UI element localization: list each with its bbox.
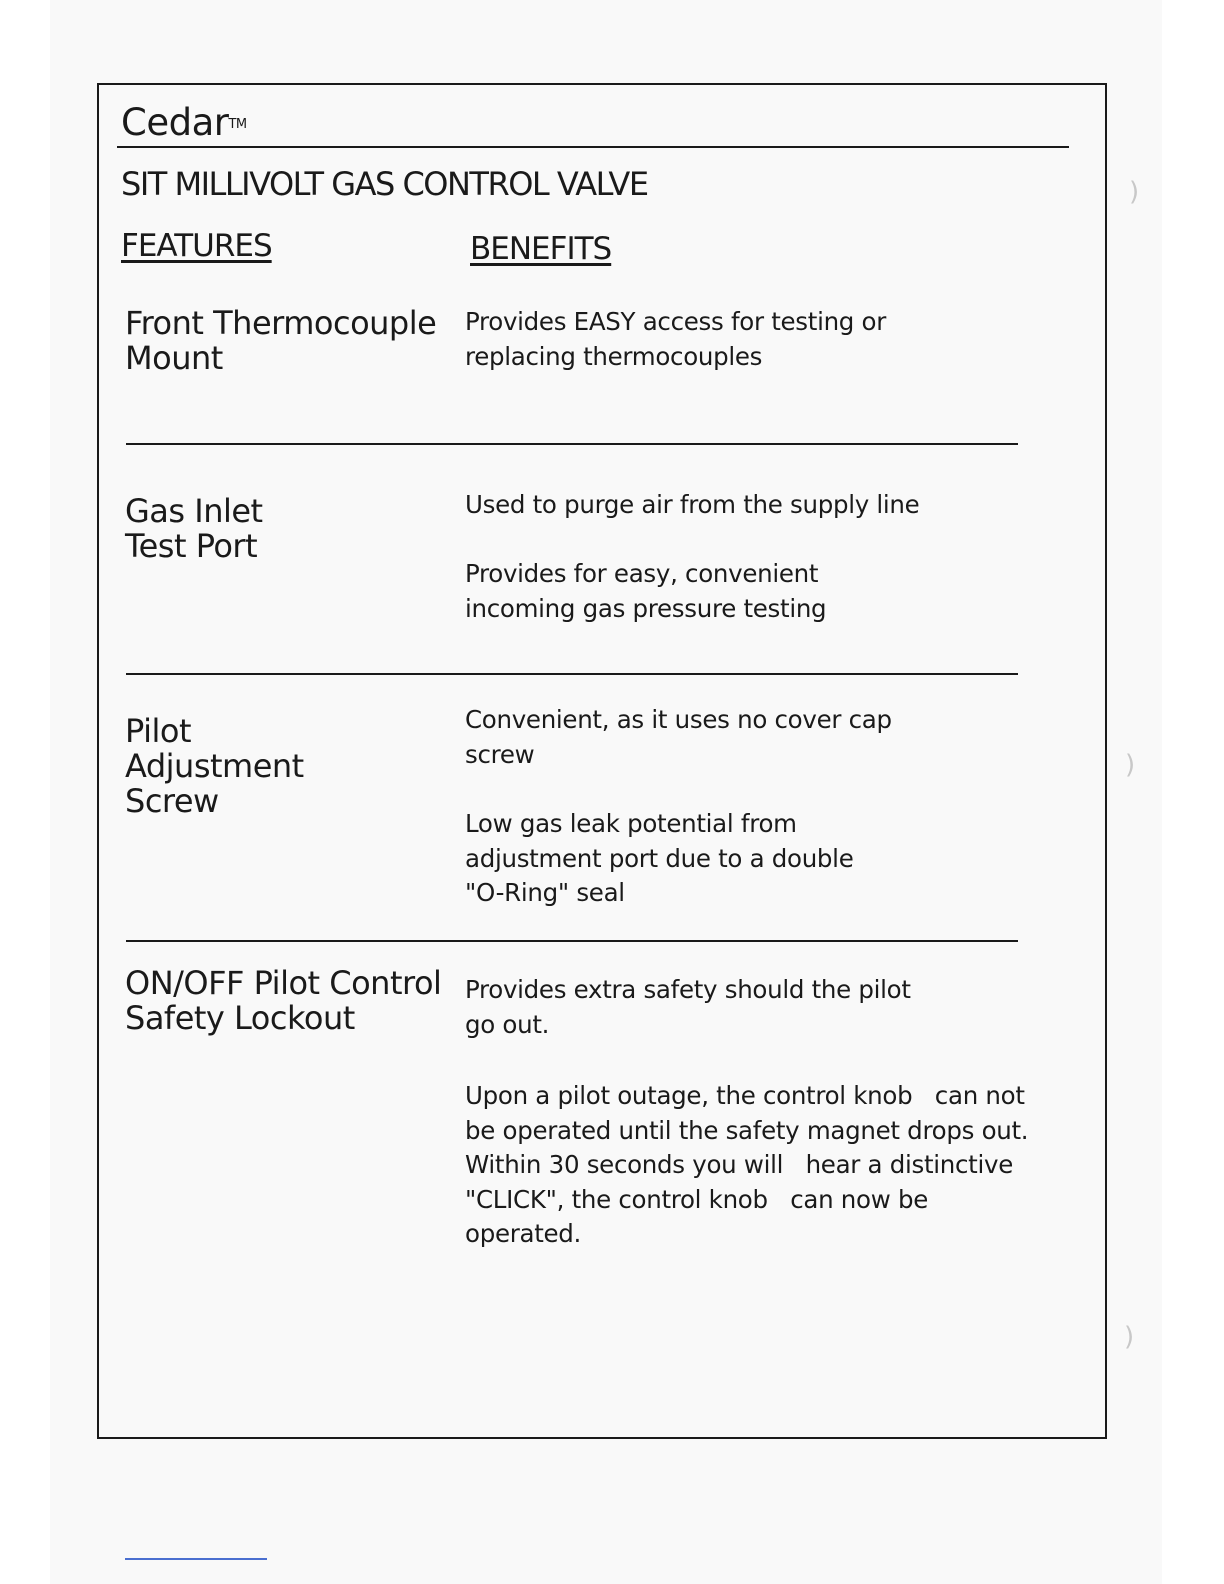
page-title: SIT MILLIVOLT GAS CONTROL VALVE [121,165,648,203]
feature-front-thermocouple-mount: Front Thermocouple Mount [125,304,437,377]
feature-gas-inlet-test-port: Gas Inlet Test Port [125,492,263,565]
row-divider [126,673,1018,675]
brand-name [121,101,247,145]
benefits-column-header: BENEFITS [470,231,612,267]
benefit-pilot-outage: Upon a pilot outage, the control knob can not be operated until the safety magnet drops out. Within 30 seconds you will hear a distinctive "CLICK", the control knob can now be operated. [465,1081,1029,1248]
header-divider [117,146,1069,148]
margin-mark: ) [1124,1322,1135,1352]
trademark-symbol: TM [228,117,247,132]
brand-text: Cedar [121,101,229,144]
footer-rule [125,1558,267,1560]
benefit-pressure-testing: Provides for easy, convenient incoming gas pressure testing [465,559,827,623]
row-divider [126,940,1018,942]
row-divider [126,443,1018,445]
feature-pilot-adjustment-screw: Pilot Adjustment Screw [125,712,304,820]
benefit-purge-air: Used to purge air from the supply line [465,490,920,519]
benefit-low-leak: Low gas leak potential from adjustment port due to a double "O-Ring" seal [465,809,854,907]
margin-mark: ) [1129,177,1140,207]
features-column-header: FEATURES [121,228,272,264]
benefit-no-cover-cap: Convenient, as it uses no cover cap screw [465,705,892,769]
feature-on-off-safety-lockout: ON/OFF Pilot Control Safety Lockout [125,964,442,1037]
benefit-easy-access: Provides EASY access for testing or replacing thermocouples [465,307,887,371]
benefit-extra-safety: Provides extra safety should the pilot go out. [465,975,911,1039]
margin-mark: ) [1125,750,1136,780]
